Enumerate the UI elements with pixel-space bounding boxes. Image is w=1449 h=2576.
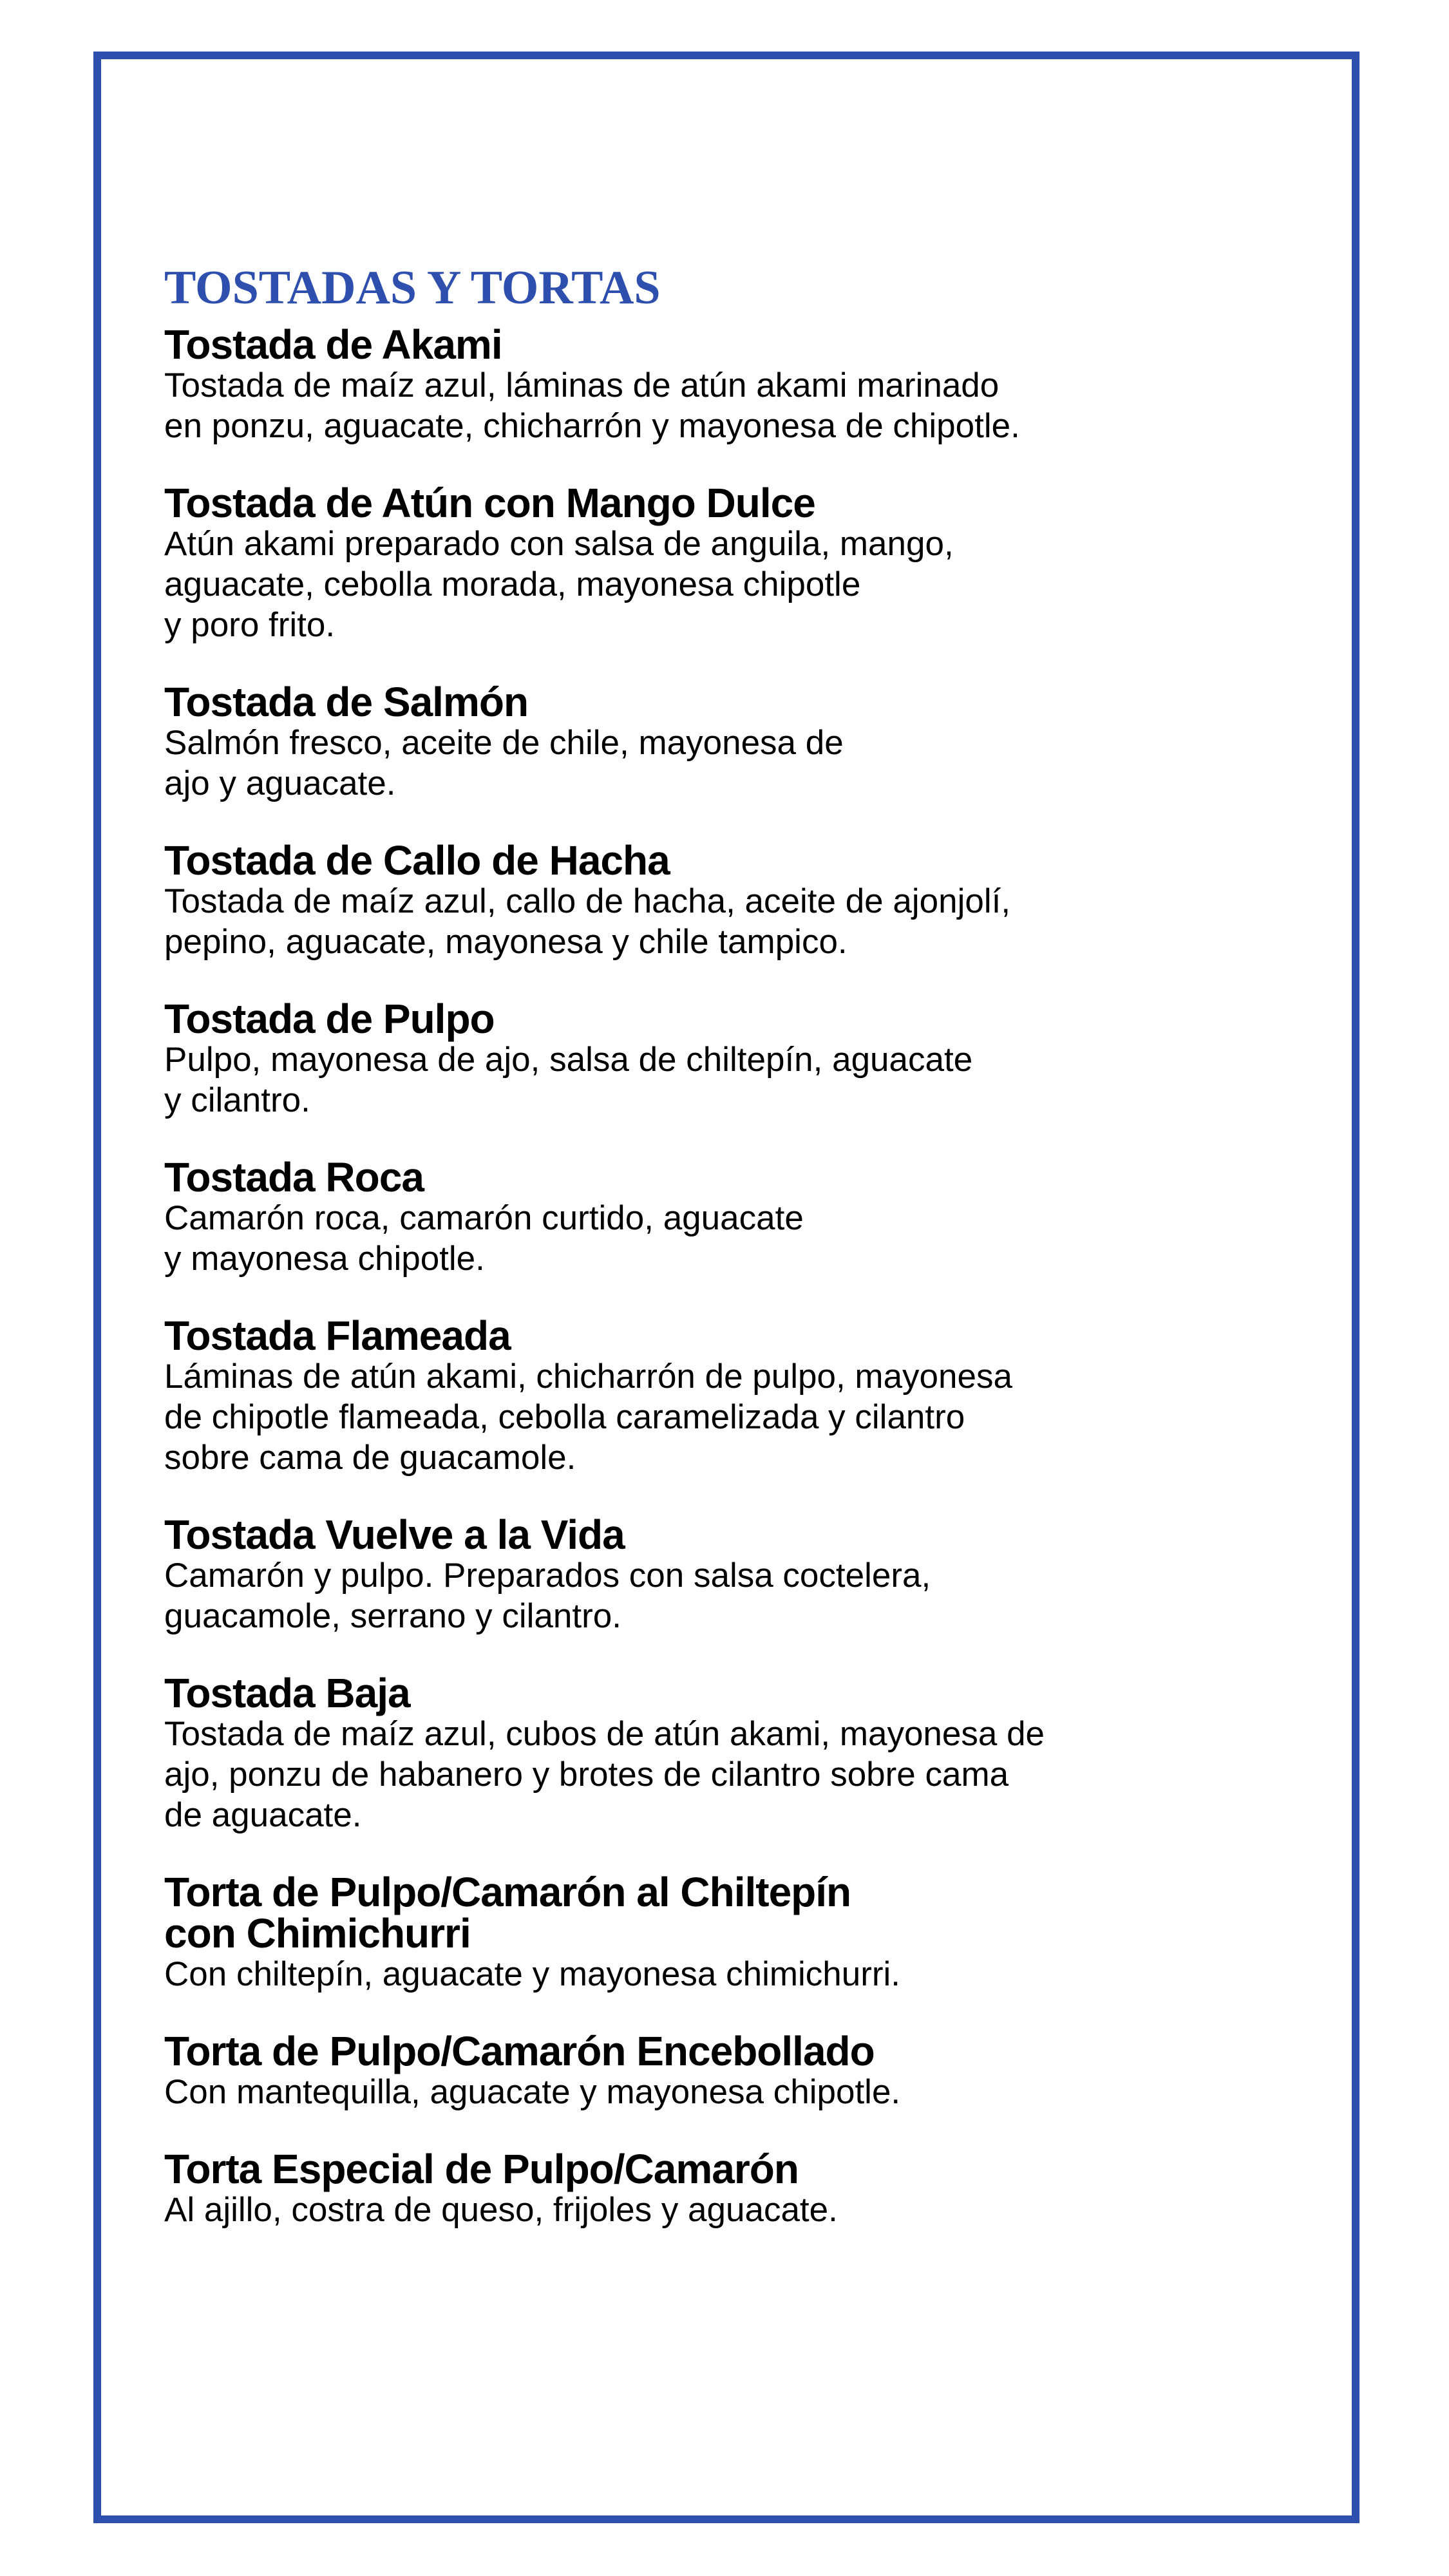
menu-item-name: Tostada Baja <box>164 1670 410 1716</box>
menu-item-description: Con chiltepín, aguacate y mayonesa chimichurri. <box>164 1955 901 1993</box>
menu-item-name: Tostada de Atún con Mango Dulce <box>164 480 815 526</box>
section-title: TOSTADAS Y TORTAS <box>164 261 661 314</box>
menu-item-description: Camarón roca, camarón curtido, aguacate y mayonesa chipotle. <box>164 1199 804 1278</box>
menu-item-name: Tostada de Callo de Hacha <box>164 837 670 884</box>
menu-item <box>164 1511 1169 1636</box>
menu-item-description: Salmón fresco, aceite de chile, mayonesa de ajo y aguacate. <box>164 724 844 802</box>
menu-item-name: Torta de Pulpo/Camarón Encebollado <box>164 2028 875 2074</box>
menu-item-name: Tostada de Akami <box>164 321 502 368</box>
menu-item-description: Tostada de maíz azul, callo de hacha, aceite de ajonjolí, pepino, aguacate, mayonesa y chile tampico. <box>164 882 1011 961</box>
menu-item-description: Tostada de maíz azul, cubos de atún akami, mayonesa de ajo, ponzu de habanero y brotes de cilantro sobre cama de aguacate. <box>164 1715 1045 1834</box>
menu-item-description: Atún akami preparado con salsa de anguila, mango, aguacate, cebolla morada, mayonesa chipotle y poro frito. <box>164 525 954 644</box>
menu-item <box>164 681 1169 804</box>
menu-item-name: Torta Especial de Pulpo/Camarón <box>164 2146 799 2192</box>
menu-item-description: Pulpo, mayonesa de ajo, salsa de chiltepín, aguacate y cilantro. <box>164 1041 973 1119</box>
menu-content <box>164 261 1169 2266</box>
menu-item <box>164 482 1169 645</box>
menu-item <box>164 2028 1169 2112</box>
menu-item-description: Camarón y pulpo. Preparados con salsa coctelera, guacamole, serrano y cilantro. <box>164 1557 931 1635</box>
menu-item-description: Al ajillo, costra de queso, frijoles y aguacate. <box>164 2191 838 2229</box>
menu-item-name: Tostada de Salmón <box>164 679 529 725</box>
menu-item <box>164 321 1169 446</box>
menu-item <box>164 1871 1169 1994</box>
menu-item-name: Tostada Vuelve a la Vida <box>164 1511 625 1558</box>
menu-item <box>164 998 1169 1121</box>
menu-item-description: Láminas de atún akami, chicharrón de pulpo, mayonesa de chipotle flameada, cebolla caramelizada y cilantro sobre cama de guacamole. <box>164 1358 1012 1477</box>
menu-item <box>164 1154 1169 1279</box>
menu-item <box>164 1312 1169 1478</box>
menu-item-name: Tostada Flameada <box>164 1312 511 1359</box>
menu-item <box>164 1672 1169 1835</box>
menu-item <box>164 2148 1169 2230</box>
menu-item-description: Con mantequilla, aguacate y mayonesa chipotle. <box>164 2073 901 2111</box>
menu-item <box>164 837 1169 962</box>
menu-item-name: Tostada Roca <box>164 1154 424 1200</box>
menu-item-description: Tostada de maíz azul, láminas de atún akami marinado en ponzu, aguacate, chicharrón y mayonesa de chipotle. <box>164 366 1020 445</box>
menu-item-name: Tostada de Pulpo <box>164 996 495 1042</box>
menu-item-name: Torta de Pulpo/Camarón al Chiltepín con Chimichurri <box>164 1869 851 1956</box>
